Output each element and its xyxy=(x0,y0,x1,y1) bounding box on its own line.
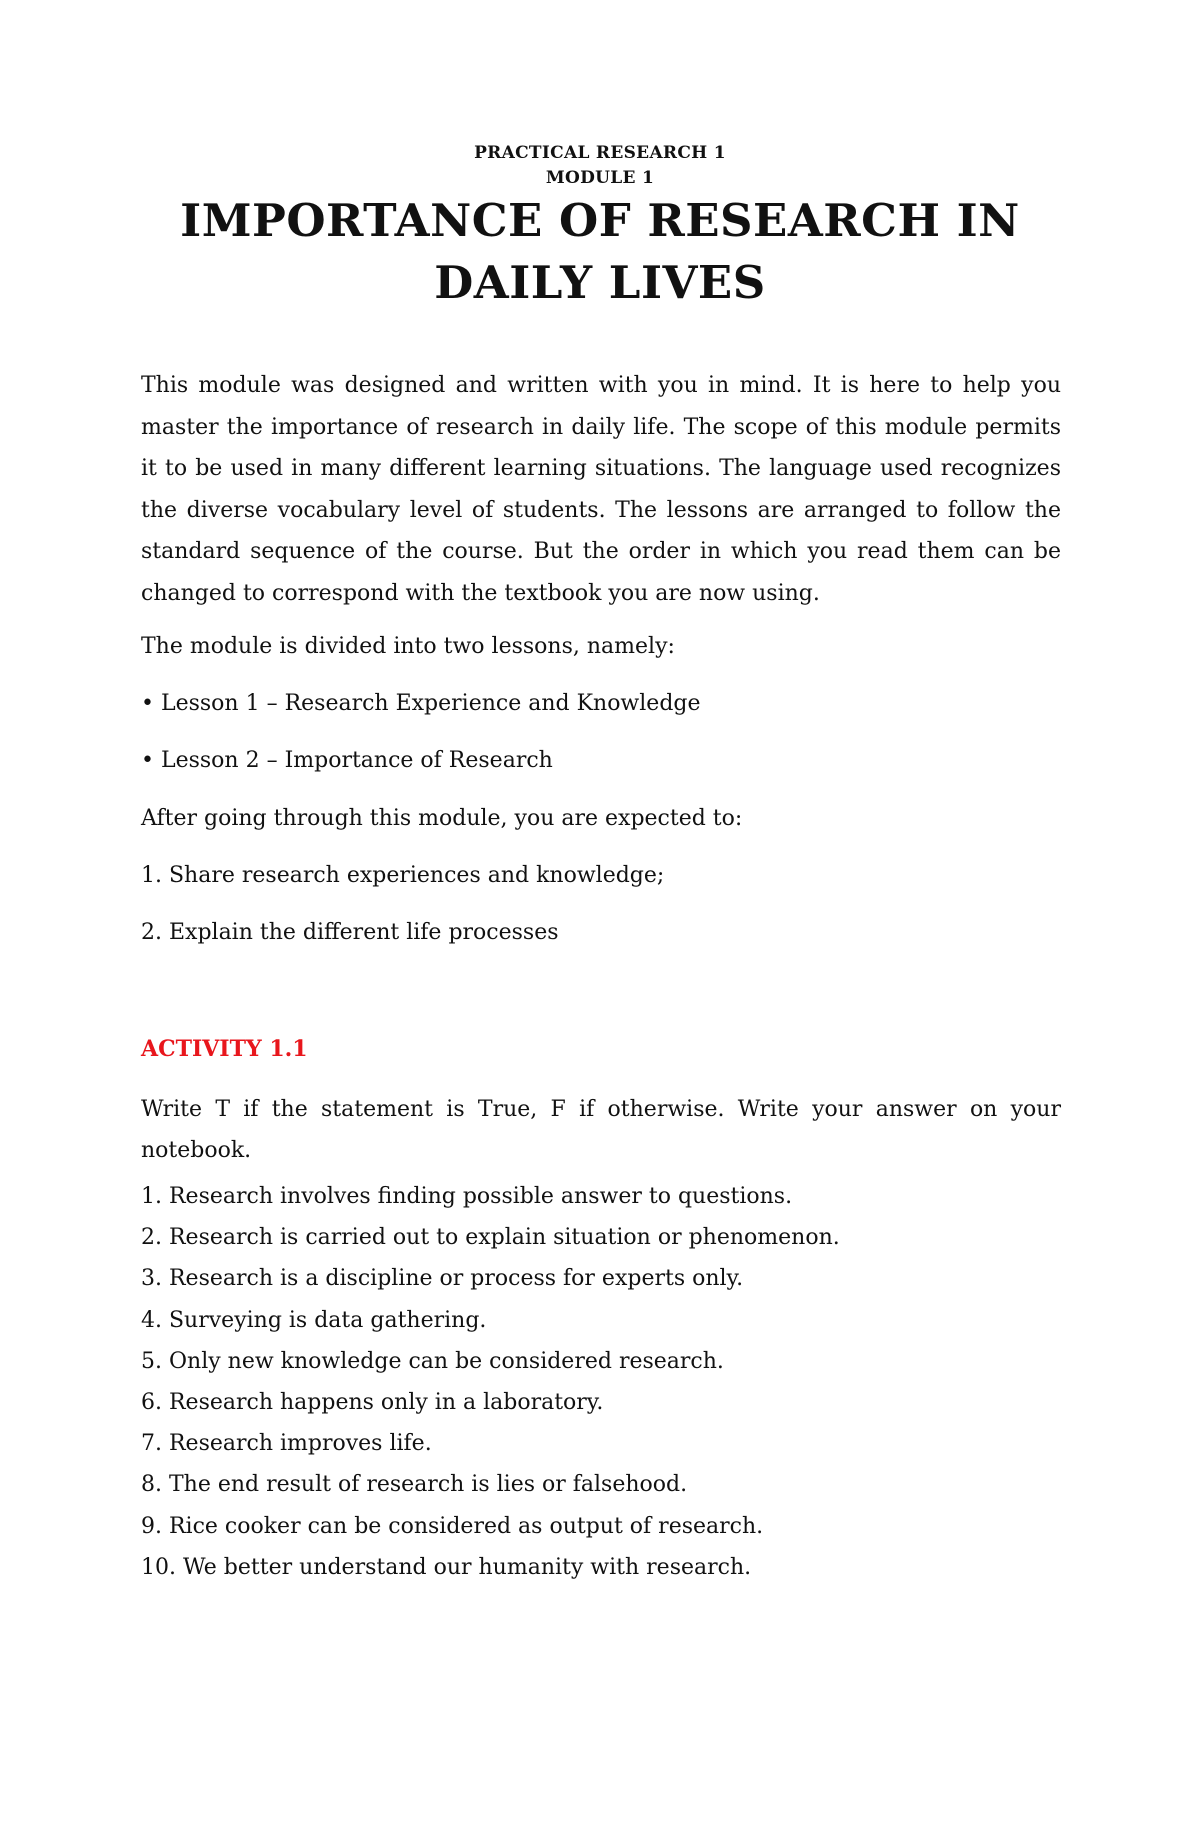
statement-item: 5. Only new knowledge can be considered research. xyxy=(141,1348,724,1374)
statement-item: 9. Rice cooker can be considered as output of research. xyxy=(141,1513,764,1539)
lesson-item: • Lesson 1 – Research Experience and Knowledge xyxy=(141,691,701,716)
lessons-intro: The module is divided into two lessons, namely: xyxy=(141,634,675,659)
page-title-line-2: DAILY LIVES xyxy=(434,256,766,309)
objectives-intro: After going through this module, you are expected to: xyxy=(141,806,743,831)
statement-item: 3. Research is a discipline or process for experts only. xyxy=(141,1266,744,1292)
statement-list xyxy=(141,1176,840,1588)
statement-item: 2. Research is carried out to explain situation or phenomenon. xyxy=(141,1225,840,1251)
page-title-line-1: IMPORTANCE OF RESEARCH IN xyxy=(180,194,1020,247)
objective-item: 2. Explain the different life processes xyxy=(141,920,559,945)
intro-paragraph: This module was designed and written with you in mind. It is here to help you master the importance of research in daily life. The scope of this module permits it to be used in many different learning situations. The language used recognizes the diverse vocabulary level of students. The lessons are arranged to follow the standard sequence of the course. But the order in which you read them can be changed to correspond with the textbook you are now using. xyxy=(141,373,1061,606)
lesson-item: • Lesson 2 – Importance of Research xyxy=(141,748,553,773)
course-header: PRACTICAL RESEARCH 1 xyxy=(474,143,726,163)
statement-item: 8. The end result of research is lies or falsehood. xyxy=(141,1472,688,1498)
activity-instructions: Write T if the statement is True, F if otherwise. Write your answer on your notebook. xyxy=(141,1097,1061,1163)
statement-item: 7. Research improves life. xyxy=(141,1431,432,1457)
objective-item: 1. Share research experiences and knowledge; xyxy=(141,863,665,888)
statement-item: 6. Research happens only in a laboratory. xyxy=(141,1389,604,1415)
statement-item: 4. Surveying is data gathering. xyxy=(141,1307,487,1333)
activity-heading: ACTIVITY 1.1 xyxy=(141,1036,308,1062)
statement-item: 1. Research involves finding possible answer to questions. xyxy=(141,1184,793,1209)
statement-item: 10. We better understand our humanity with research. xyxy=(141,1554,752,1580)
module-header: MODULE 1 xyxy=(545,168,655,188)
